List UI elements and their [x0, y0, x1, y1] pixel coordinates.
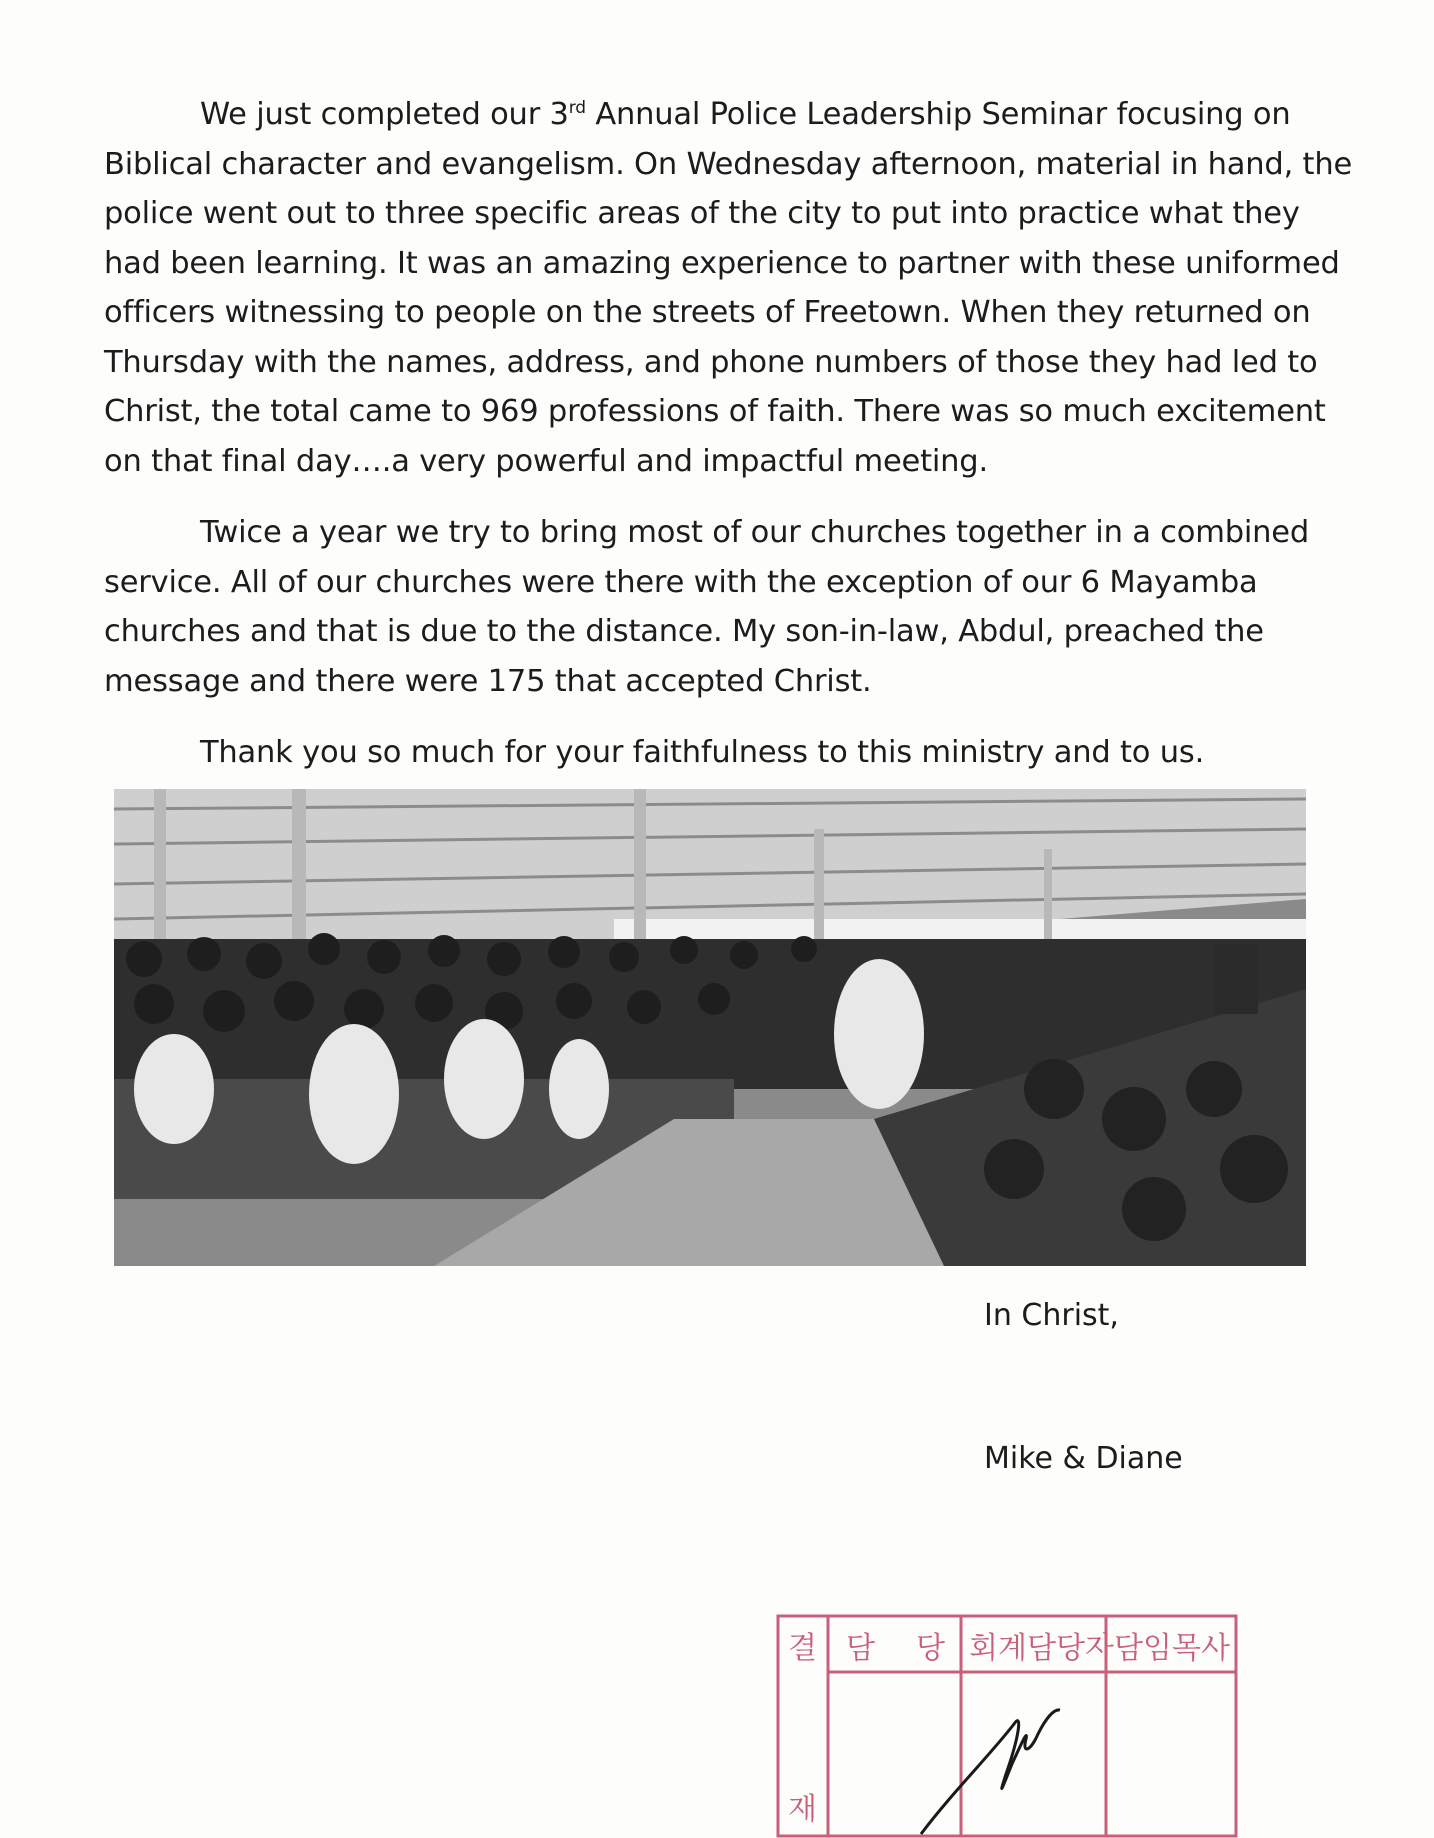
paragraph-seminar-rest: Annual Police Leadership Seminar focusing on Biblical character and evangelism. On Wednesday afternoon, material in hand, the police went out to three specific areas of the city to put into practice what they had been learning. It was an amazing experience to partner with these uniformed officers witnessing to people on the streets of Freetown. When they returned on Thursday with the names, address, and phone numbers of those they had led to Christ, the total came to 969 professions of faith. There was so much excitement on that final day….a very powerful and impactful meeting. — [104, 97, 1353, 479]
paragraph-seminar-start: We just completed our 3 — [200, 97, 569, 132]
ordinal-suffix: rd — [568, 97, 586, 118]
stamp-label-jae: 재 — [788, 1792, 817, 1827]
stamp-label-gyeol: 결 — [788, 1631, 817, 1666]
approval-stamp — [776, 1614, 1240, 1838]
stamp-label-accountant: 회계담당자 — [969, 1631, 1114, 1666]
congregation-photo — [114, 789, 1306, 1266]
stamp-label-dang: 당 — [916, 1631, 945, 1666]
signature-names: Mike & Diane — [984, 1441, 1183, 1476]
paragraph-thanks: Thank you so much for your faithfulness to this ministry and to us. — [200, 735, 1205, 770]
closing-salutation: In Christ, — [984, 1298, 1119, 1333]
stamp-label-pastor: 담임목사 — [1114, 1631, 1230, 1666]
stamp-label-dam: 담 — [846, 1631, 875, 1666]
paragraph-seminar — [104, 90, 1362, 486]
handwritten-initials — [921, 1710, 1060, 1834]
letter-body — [104, 90, 1362, 778]
paragraph-combined-service: Twice a year we try to bring most of our churches together in a combined service. All of our churches were there with the exception of our 6 Mayamba churches and that is due to the distance. My son-in-law, Abdul, preached the message and there were 175 that accepted Christ. — [104, 515, 1310, 699]
